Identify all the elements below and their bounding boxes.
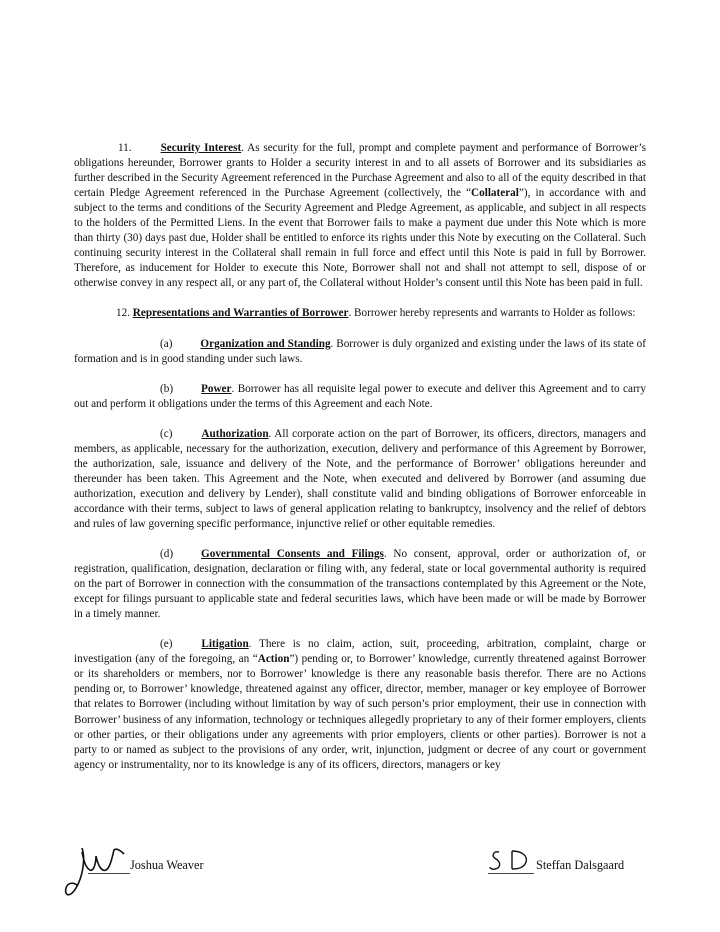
- section-12b-heading: Power: [201, 382, 232, 395]
- section-12e: (e) Litigation. There is no claim, action, suit, proceeding, arbitration, complaint, charge or investigation (any of the foregoing, an “Action”) pending or, to Borrower’ knowledge, currently threatened against Borrower or its shareholders or members, nor to Borrower’ knowledge is there any reasonable basis therefor. There are no Actions pending or, to Borrower’ knowledge, threatened against any officer, director, member, manager or key employee of Borrower that relates to Borrower (including without limitation by way of such person’s prior employment, their use in connection with Borrower’ business of any information, technology or techniques allegedly proprietary to any of their former employers, clients or other parties, or their obligations under any agreements with prior employers, clients or other parties). Borrower is not a party to or named as subject to the provisions of any order, writ, injunction, judgment or decree of any court or government agency or instrumentality, nor to its knowledge is any of its officers, directors, managers or key: [74, 638, 646, 771]
- section-12d: (d) Governmental Consents and Filings. No consent, approval, order or authorization of, or registration, qualification, designation, declaration or filing with, any federal, state or local governmental authority is required on the part of Borrower in connection with the consummation of the transactions contemplated by this Agreement or the Note, except for filings pursuant to applicable state and federal securities laws, which have been made or will be made by Borrower in a timely manner.: [74, 548, 646, 621]
- signature-joshua-weaver: [62, 838, 132, 904]
- document-body: [74, 141, 646, 773]
- signature-line-left: [88, 873, 130, 874]
- section-12a: (a) Organization and Standing. Borrower is duly organized and existing under the laws of its state of formation and is in good standing under such laws.: [74, 337, 646, 365]
- signature-steffan-dalsgaard: [488, 848, 534, 876]
- section-12d-heading: Governmental Consents and Filings: [201, 548, 384, 561]
- section-11: 11. Security Interest. As security for the full, prompt and complete payment and performance of Borrower’s obligations hereunder, Borrower grants to Holder a security interest in and to all assets of Borrower and its subsidiaries as further described in the Security Agreement referenced in the Purchase Agreement and also to all of the equity described in that certain Pledge Agreement referenced in the Purchase Agreement (collectively, the “Collateral”), in accordance with and subject to the terms and conditions of the Security Agreement and Pledge Agreement, as applicable, and subject in all respects to the holders of the Permitted Liens. In the event that Borrower fails to make a payment due under this Note which is more than thirty (30) days past due, Holder shall be entitled to enforce its rights under this Note by executing on the Collateral. Such continuing security interest in the Collateral shall remain in full force and effect until this Note is paid in full by Borrower. Therefore, as inducement for Holder to execute this Note, Borrower shall not and shall not attempt to sell, dispose of or otherwise convey in any respect all, or any part of, the Collateral without Holder’s consent until this Note has been paid in full.: [74, 142, 647, 290]
- section-12c: (c) Authorization. All corporate action on the part of Borrower, its officers, directors, managers and members, as applicable, necessary for the authorization, execution, delivery and performance of this Agreement by Borrower, the authorization, sale, issuance and delivery of the Note, and the performance of Borrower’ obligations hereunder and thereunder has been taken. This Agreement and the Note, when executed and delivered by Borrower (and assuming due authorization, execution and delivery by Lender), shall constitute valid and binding obligations of Borrower enforceable in accordance with their terms, subject to laws of general application relating to bankruptcy, insolvency and the relief of debtors and rules of law governing specific performance, injunctive relief or other equitable remedies.: [74, 427, 646, 530]
- section-11-heading: Security Interest: [160, 142, 242, 154]
- signer-name-left: Joshua Weaver: [130, 858, 204, 872]
- section-12c-heading: Authorization: [201, 427, 269, 440]
- section-12a-heading: Organization and Standing: [200, 337, 331, 350]
- signature-line-right: [488, 873, 534, 874]
- signer-name-right: Steffan Dalsgaard: [536, 858, 625, 872]
- section-12b: (b) Power. Borrower has all requisite legal power to execute and deliver this Agreement and to carry out and perform it obligations under the terms of this Agreement and each Note.: [74, 382, 646, 410]
- section-12-heading: Representations and Warranties of Borrower: [132, 307, 349, 320]
- signature-footer: [0, 838, 720, 908]
- section-12e-heading: Litigation: [201, 638, 249, 651]
- section-12: 12. Representations and Warranties of Borrower. Borrower hereby represents and warrants to Holder as follows:: [116, 307, 636, 320]
